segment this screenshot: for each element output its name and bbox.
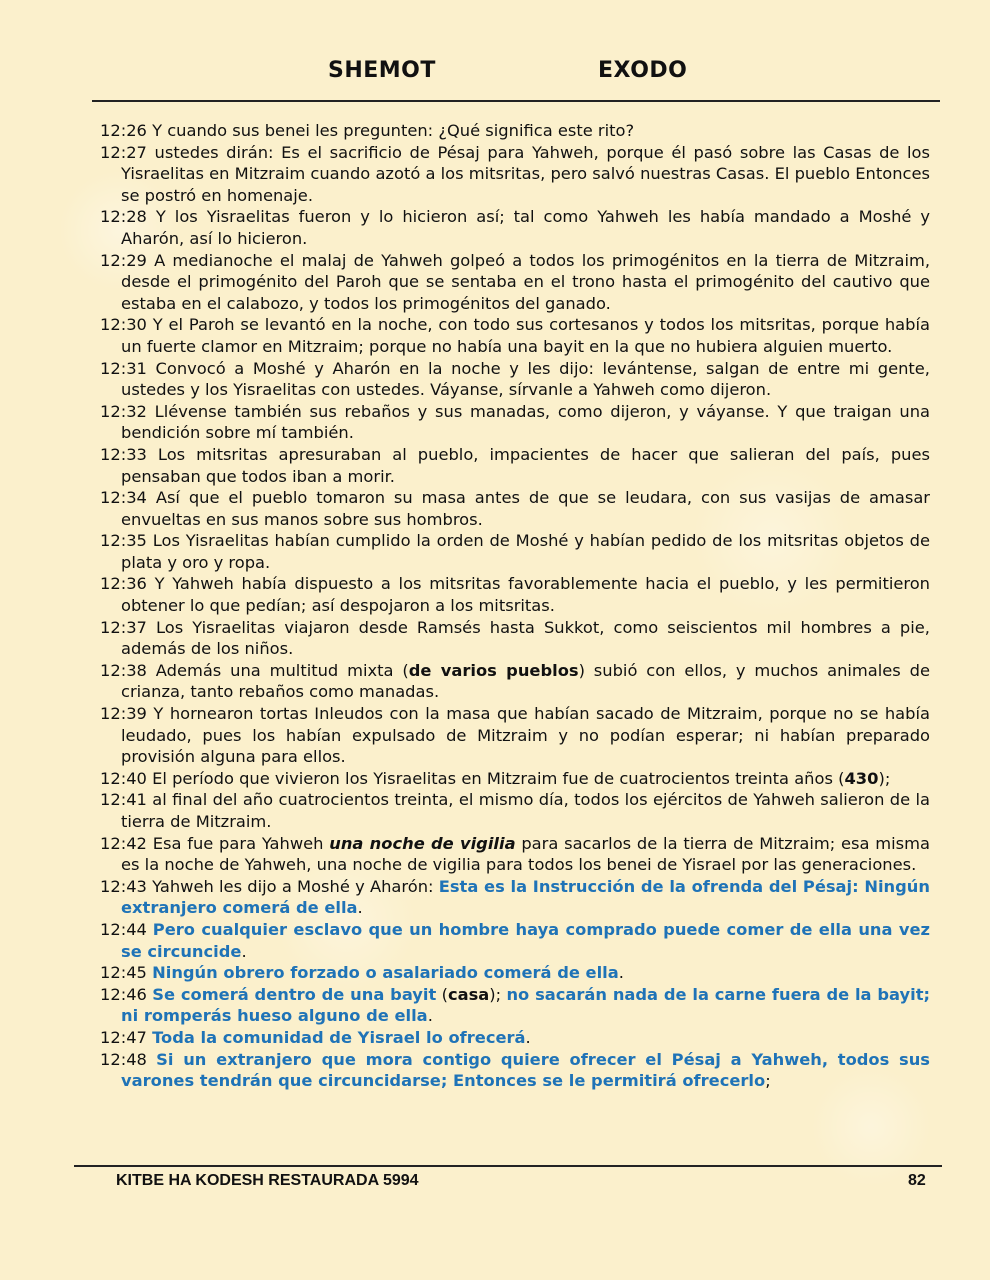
verse [100,573,930,616]
verse [100,876,930,919]
verse-ref: 12:26 [100,121,147,140]
verse [100,142,930,207]
verse [100,962,930,984]
verse-text: Los Yisraelitas viajaron desde Ramsés hasta Sukkot, como seiscientos mil hombres a pie, además de los niños. [121,617,930,659]
verse-ref: 12:28 [100,207,147,227]
verse-text: Y hornearon tortas Inleudos con la masa que habían sacado de Mitzraim, porque no se había leudado, pues los habían expulsado de Mitzraim y no podían esperar; ni habían preparado provisión alguna para ellos. [121,704,930,767]
verse-ref: 12:32 [100,401,147,421]
verse-ref: 12:45 [100,963,147,983]
verse-ref: 12:46 [100,984,147,1004]
header-title-hebrew: SHEMOT [328,58,436,83]
verse-text: . [618,963,624,983]
verse-text-strong: de varios pueblos [408,660,579,680]
footer-divider [74,1165,942,1167]
verse [100,703,930,768]
verse [100,1027,930,1049]
verse-text-blue: Esta es la Instrucción de la ofrenda del Pésaj: Ningún extranjero comerá de ella [121,876,930,918]
verse [100,120,930,142]
verse-ref: 12:41 [100,790,147,810]
verse-text: ) subió con ellos, y muchos animales de crianza, tanto rebaños como manadas. [121,660,930,702]
verse [100,984,930,1027]
verse-text: Y el Paroh se levantó en la noche, con todo sus cortesanos y todos los mitsritas, porque había un fuerte clamor en Mitzraim; porque no había una bayit en la que no hubiera alguien muerto. [121,315,930,356]
verse-ref: 12:29 [100,250,147,270]
verse-ref: 12:30 [100,315,147,335]
verse-text: Yahweh les dijo a Moshé y Aharón: [146,876,439,896]
verse-text: Los mitsritas apresuraban al pueblo, impacientes de hacer que salieran del país, pues pensaban que todos iban a morir. [121,444,930,486]
verse [100,789,930,832]
verse-text: al final del año cuatrocientos treinta, el mismo día, todos los ejércitos de Yahweh salieron de la tierra de Mitzraim. [121,790,930,831]
verse-text: . [427,1006,433,1026]
verse-ref: 12:44 [100,919,147,939]
verse-text: Esa fue para Yahweh [146,833,330,853]
verse [100,530,930,573]
verse-ref: 12:34 [100,488,147,508]
verse-text [147,1050,156,1069]
verse-text: ( [436,984,448,1004]
verse-ref: 12:35 [100,531,147,551]
verse-text: ; [765,1071,771,1091]
verse-text-blue: no sacarán nada de la carne fuera de la bayit; ni romperás hueso alguno de ella [121,984,930,1026]
verse-ref: 12:48 [100,1049,147,1069]
verse [100,314,930,357]
verse-text-strong: casa [447,984,490,1004]
verse-text-blue: Si un extranjero que mora contigo quiere ofrecer el Pésaj a Yahweh, todos sus varones tendrán que circuncidarse; Entonces se le permitirá ofrecerlo [121,1049,930,1091]
verse-text-em: una noche de vigilia [329,833,516,853]
verse-text: Y cuando sus benei les pregunten: ¿Qué significa este rito? [146,121,635,140]
verse-ref: 12:43 [100,876,147,896]
verse-ref: 12:47 [100,1027,147,1047]
verse-text: ); [489,984,507,1004]
verse [100,206,930,249]
verse-text-strong: 430 [844,768,879,788]
footer-book-title: KITBE HA KODESH RESTAURADA 5994 [116,1172,419,1189]
verse [100,401,930,444]
page-header [0,58,990,90]
verse-ref: 12:37 [100,617,147,637]
verse-ref: 12:42 [100,833,147,853]
verse-text: ustedes dirán: Es el sacrificio de Pésaj para Yahweh, porque él pasó sobre las Casas de los Yisraelitas en Mitzraim cuando azotó a los mitsritas, pero salvó nuestras Casas. El pueblo Entonces se postró en homenaje. [121,142,930,205]
verse [100,1049,930,1092]
verse-text: Así que el pueblo tomaron su masa antes de que se leudara, con sus vasijas de amasar envueltas en sus manos sobre sus hombros. [121,488,930,529]
verse [100,250,930,315]
verse-ref: 12:36 [100,574,147,594]
header-divider [92,100,940,102]
verse [100,833,930,876]
verse-text: A medianoche el malaj de Yahweh golpeó a todos los primogénitos en la tierra de Mitzraim, desde el primogénito del Paroh que se sentaba en el trono hasta el primogénito del cautivo que estaba en el calabozo, y todos los primogénitos del ganado. [121,250,930,313]
verse-ref: 12:40 [100,768,147,788]
verse-ref: 12:38 [100,660,147,680]
verse-text: . [525,1027,531,1047]
verse [100,358,930,401]
verse-ref: 12:33 [100,444,147,464]
verse-list [100,120,930,1092]
verse-text: Convocó a Moshé y Aharón en la noche y les dijo: levántense, salgan de entre mi gente, ustedes y los Yisraelitas con ustedes. Váyanse, sírvanle a Yahweh como dijeron. [121,358,930,400]
verse-text-blue: Se comerá dentro de una bayit [152,984,437,1004]
verse-text: El período que vivieron los Yisraelitas en Mitzraim fue de cuatrocientos treinta años ( [146,768,845,788]
verse [100,660,930,703]
verse [100,617,930,660]
verse-text: para sacarlos de la tierra de Mitzraim; esa misma es la noche de Yahweh, una noche de vigilia para todos los benei de Yisrael por las generaciones. [121,833,930,875]
verse-text: . [241,941,247,961]
verse-text-blue: Ningún obrero forzado o asalariado comerá de ella [152,963,619,983]
verse-text: Y los Yisraelitas fueron y lo hicieron así; tal como Yahweh les había mandado a Moshé y Aharón, así lo hicieron. [121,207,930,248]
verse-text-blue: Pero cualquier esclavo que un hombre haya comprado puede comer de ella una vez se circuncide [121,919,930,961]
verse-text: ); [878,768,891,788]
verse-ref: 12:39 [100,704,147,724]
verse-ref: 12:31 [100,358,147,378]
header-title-spanish: EXODO [598,58,688,83]
verse-ref: 12:27 [100,142,147,162]
verse-text: . [357,898,363,918]
verse [100,768,930,790]
verse [100,919,930,962]
verse [100,444,930,487]
verse-text: Además una multitud mixta ( [146,660,409,680]
verse-text: Los Yisraelitas habían cumplido la orden de Moshé y habían pedido de los mitsritas objetos de plata y oro y ropa. [121,531,930,572]
verse-text-blue: Toda la comunidad de Yisrael lo ofrecerá [152,1027,526,1047]
page-number: 82 [908,1172,926,1189]
verse-text: Y Yahweh había dispuesto a los mitsritas favorablemente hacia el pueblo, y les permitieron obtener lo que pedían; así despojaron a los mitsritas. [121,574,930,616]
verse-text: Llévense también sus rebaños y sus manadas, como dijeron, y váyanse. Y que traigan una bendición sobre mí también. [121,401,930,443]
verse [100,487,930,530]
